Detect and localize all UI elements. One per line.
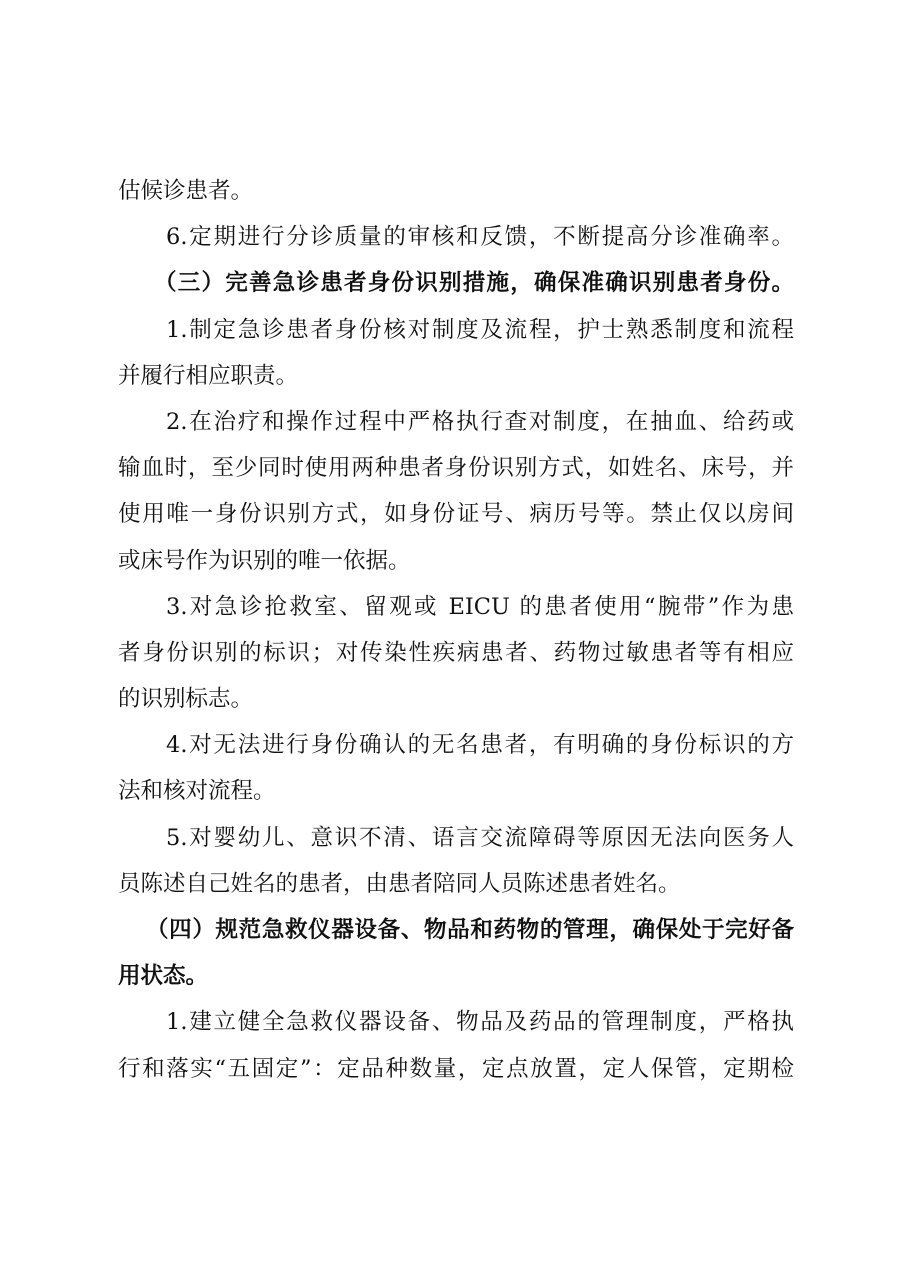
list-item-6: 6.定期进行分诊质量的审核和反馈，不断提高分诊准确率。: [166, 224, 794, 251]
list-item-5: 5.对婴幼儿、意识不清、语言交流障碍等原因无法向医务人: [166, 824, 794, 851]
list-item-3: 3.对急诊抢救室、留观或 EICU 的患者使用“腕带”作为患: [166, 593, 794, 620]
paragraph-line: 并履行相应职责。: [118, 362, 299, 389]
section-heading-4-cont: 用状态。: [118, 963, 209, 990]
section-heading-3: （三）完善急诊患者身份识别措施，确保准确识别患者身份。: [154, 270, 794, 297]
paragraph-line: 输血时，至少同时使用两种患者身份识别方式，如姓名、床号，并: [118, 455, 794, 482]
paragraph-line: 者身份识别的标识；对传染性疾病患者、药物过敏患者等有相应: [118, 639, 794, 666]
paragraph-line: 的识别标志。: [118, 686, 254, 713]
list-item-1: 1.建立健全急救仪器设备、物品及药品的管理制度，严格执: [166, 1009, 794, 1036]
section-heading-4: （四）规范急救仪器设备、物品和药物的管理，确保处于完好备: [146, 917, 794, 943]
paragraph-line: 或床号作为识别的唯一依据。: [118, 547, 411, 574]
paragraph-line: 使用唯一身份识别方式，如身份证号、病历号等。禁止仅以房间: [118, 501, 794, 528]
list-item-4: 4.对无法进行身份确认的无名患者，有明确的身份标识的方: [166, 732, 794, 759]
list-item-2: 2.在治疗和操作过程中严格执行查对制度，在抽血、给药或: [166, 408, 794, 435]
list-item-1: 1.制定急诊患者身份核对制度及流程，护士熟悉制度和流程: [166, 316, 794, 343]
paragraph-line: 法和核对流程。: [118, 778, 276, 805]
paragraph-line: 估候诊患者。: [118, 178, 254, 204]
document-body: [118, 168, 794, 1092]
paragraph-line: 行和落实“五固定”：定品种数量，定点放置，定人保管，定期检: [118, 1055, 794, 1082]
paragraph-line: 员陈述自己姓名的患者，由患者陪同人员陈述患者姓名。: [118, 870, 681, 897]
